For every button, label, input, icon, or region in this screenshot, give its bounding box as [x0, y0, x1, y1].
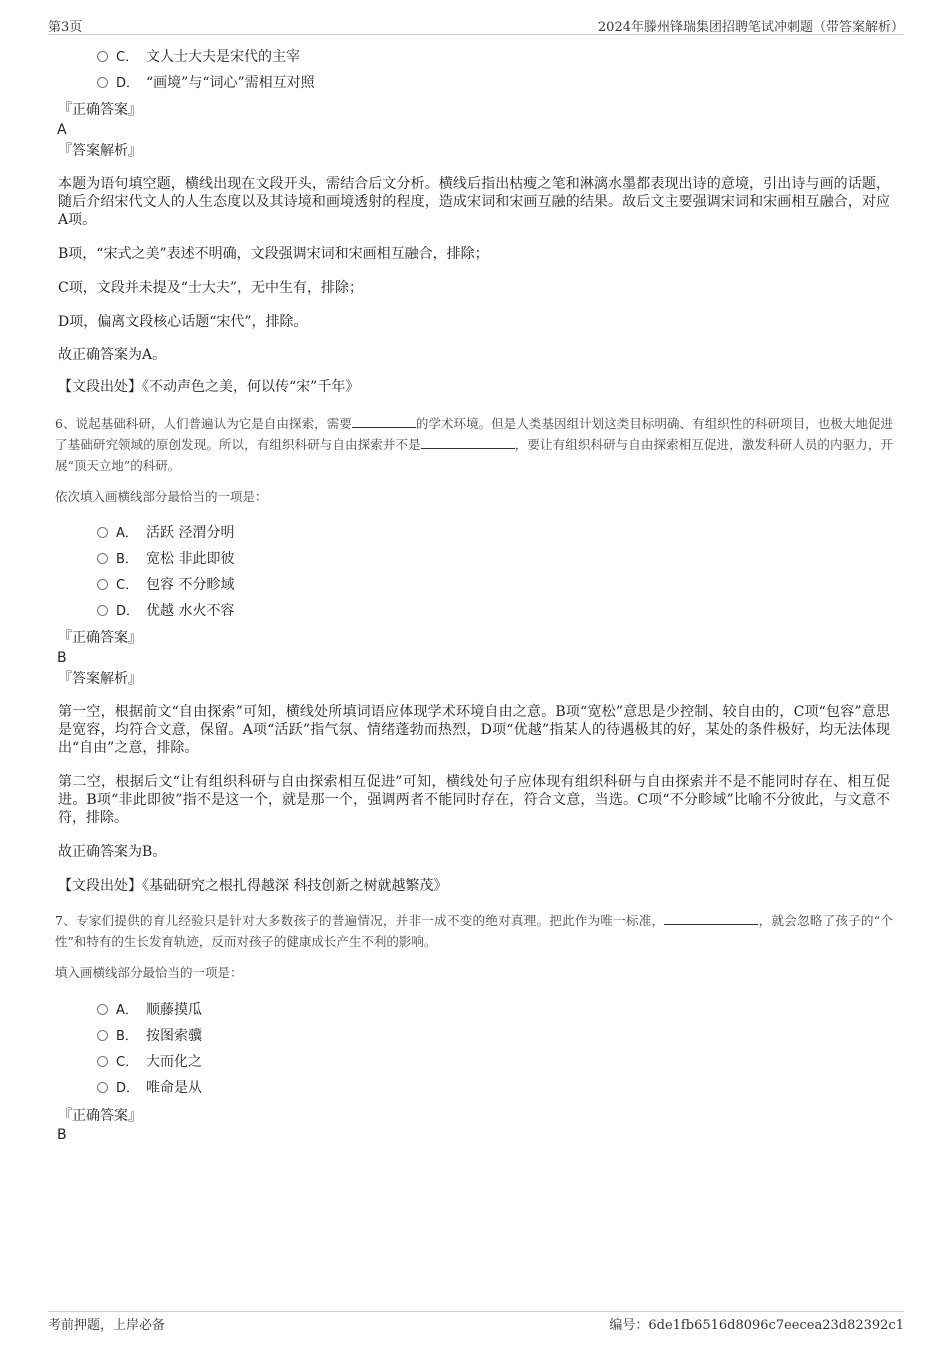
q6-option-b[interactable]: B． 宽松 非此即彼 [97, 549, 234, 569]
q5-answer-label: 『正确答案』 [58, 102, 142, 118]
radio-icon[interactable] [97, 1082, 108, 1093]
q5-analysis-para: B项，“宋式之美”表述不明确，文段强调宋词和宋画相互融合，排除； [58, 246, 489, 262]
blank-line [421, 436, 515, 449]
blank-line [664, 912, 758, 925]
q6-option-c[interactable]: C． 包容 不分畛域 [97, 575, 234, 595]
q6-answer: B [57, 650, 67, 666]
page-number: 第3页 [48, 20, 83, 35]
page-header [48, 14, 904, 35]
q5-analysis-para: C项，文段并未提及“士大夫”，无中生有，排除； [58, 280, 364, 296]
q5-analysis-para: 本题为语句填空题，横线出现在文段开头，需结合后文分析。横线后指出枯瘦之笔和淋漓水墨都表现出诗的意境，引出诗与画的话题，随后介绍宋代文人的人生态度以及其诗境和画境透射的程度，造成宋词和宋画互融的结果。故后文主要强调宋词和宋画相互融合，对应A项。 [58, 176, 890, 228]
q7-answer: B [57, 1127, 67, 1143]
q6-source: 【文段出处】《基础研究之根扎得越深 科技创新之树就越繁茂》 [58, 878, 448, 894]
q5-analysis-para: D项，偏离文段核心话题“宋代”，排除。 [58, 314, 308, 330]
radio-icon[interactable] [97, 1030, 108, 1041]
q7-option-b[interactable]: B． 按图索骥 [97, 1026, 202, 1046]
radio-icon[interactable] [97, 77, 108, 88]
q6-analysis-label: 『答案解析』 [58, 671, 142, 687]
radio-icon[interactable] [97, 605, 108, 616]
q6-option-a[interactable]: A． 活跃 泾渭分明 [97, 523, 234, 543]
q7-option-d[interactable]: D． 唯命是从 [97, 1078, 202, 1098]
radio-icon[interactable] [97, 51, 108, 62]
q6-prompt: 依次填入画横线部分最恰当的一项是： [55, 489, 268, 504]
radio-icon[interactable] [97, 527, 108, 538]
blank-line [352, 415, 416, 428]
radio-icon[interactable] [97, 1004, 108, 1015]
q6-analysis-para: 第二空，根据后文“让有组织科研与自由探索相互促进”可知，横线处句子应体现有组织科研与自由探索并不是不能同时存在、相互促进。B项“非此即彼”指不是这一个，就是那一个，强调两者不能同时存在，符合文意，当选。C项“不分畛域”比喻不分彼此，与文意不符，排除。 [58, 774, 890, 826]
q7-prompt: 填入画横线部分最恰当的一项是： [55, 965, 243, 980]
q7-option-a[interactable]: A． 顺藤摸瓜 [97, 1000, 202, 1020]
q5-option-c[interactable]: C． 文人士大夫是宋代的主宰 [97, 47, 300, 67]
radio-icon[interactable] [97, 1056, 108, 1067]
q5-analysis-para: 故正确答案为A。 [58, 347, 167, 363]
q5-source: 【文段出处】《不动声色之美，何以传“宋”千年》 [58, 379, 360, 395]
q6-option-d[interactable]: D． 优越 水火不容 [97, 601, 234, 621]
radio-icon[interactable] [97, 553, 108, 564]
q5-analysis-label: 『答案解析』 [58, 143, 142, 159]
footer-slogan: 考前押题，上岸必备 [48, 1318, 166, 1333]
document-title: 2024年滕州锋瑞集团招聘笔试冲刺题（带答案解析） [597, 20, 904, 35]
q7-question-text: 7、专家们提供的育儿经验只是针对大多数孩子的普遍情况，并非一成不变的绝对真理。把此作为唯一标准， ，就会忽略了孩子的“个性”和特有的生长发育轨迹，反而对孩子的健康成长产生不利的影响。 [55, 913, 893, 949]
q6-analysis-para: 故正确答案为B。 [58, 844, 167, 860]
radio-icon[interactable] [97, 579, 108, 590]
q7-answer-label: 『正确答案』 [58, 1108, 142, 1124]
q6-question-text: 6、说起基础科研，人们普遍认为它是自由探索，需要 的学术环境。但是人类基因组计划这类目标明确、有组织性的科研项目，也极大地促进了基础研究领域的原创发现。所以，有组织科研与自由探索并不是 ，要让有组织科研与自由探索相互促进，激发科研人员的内驱力，开展“顶天立地”的科研。 [55, 416, 893, 473]
footer-serial: 编号：6de1fb6516d8096c7eecea23d82392c1 [609, 1318, 904, 1333]
q6-analysis-para: 第一空，根据前文“自由探索”可知，横线处所填词语应体现学术环境自由之意。B项“宽松”意思是少控制、较自由的，C项“包容”意思是宽容，均符合文意，保留。A项“活跃”指气氛、情绪蓬勃而热烈，D项“优越”指某人的待遇极其的好，某处的条件极好，均无法体现出“自由”之意，排除。 [58, 704, 890, 756]
q5-answer: A [57, 122, 67, 138]
page-footer [48, 1311, 904, 1332]
q5-option-d[interactable]: D． “画境”与“词心”需相互对照 [97, 73, 315, 93]
q6-answer-label: 『正确答案』 [58, 630, 142, 646]
q7-option-c[interactable]: C． 大而化之 [97, 1052, 202, 1072]
